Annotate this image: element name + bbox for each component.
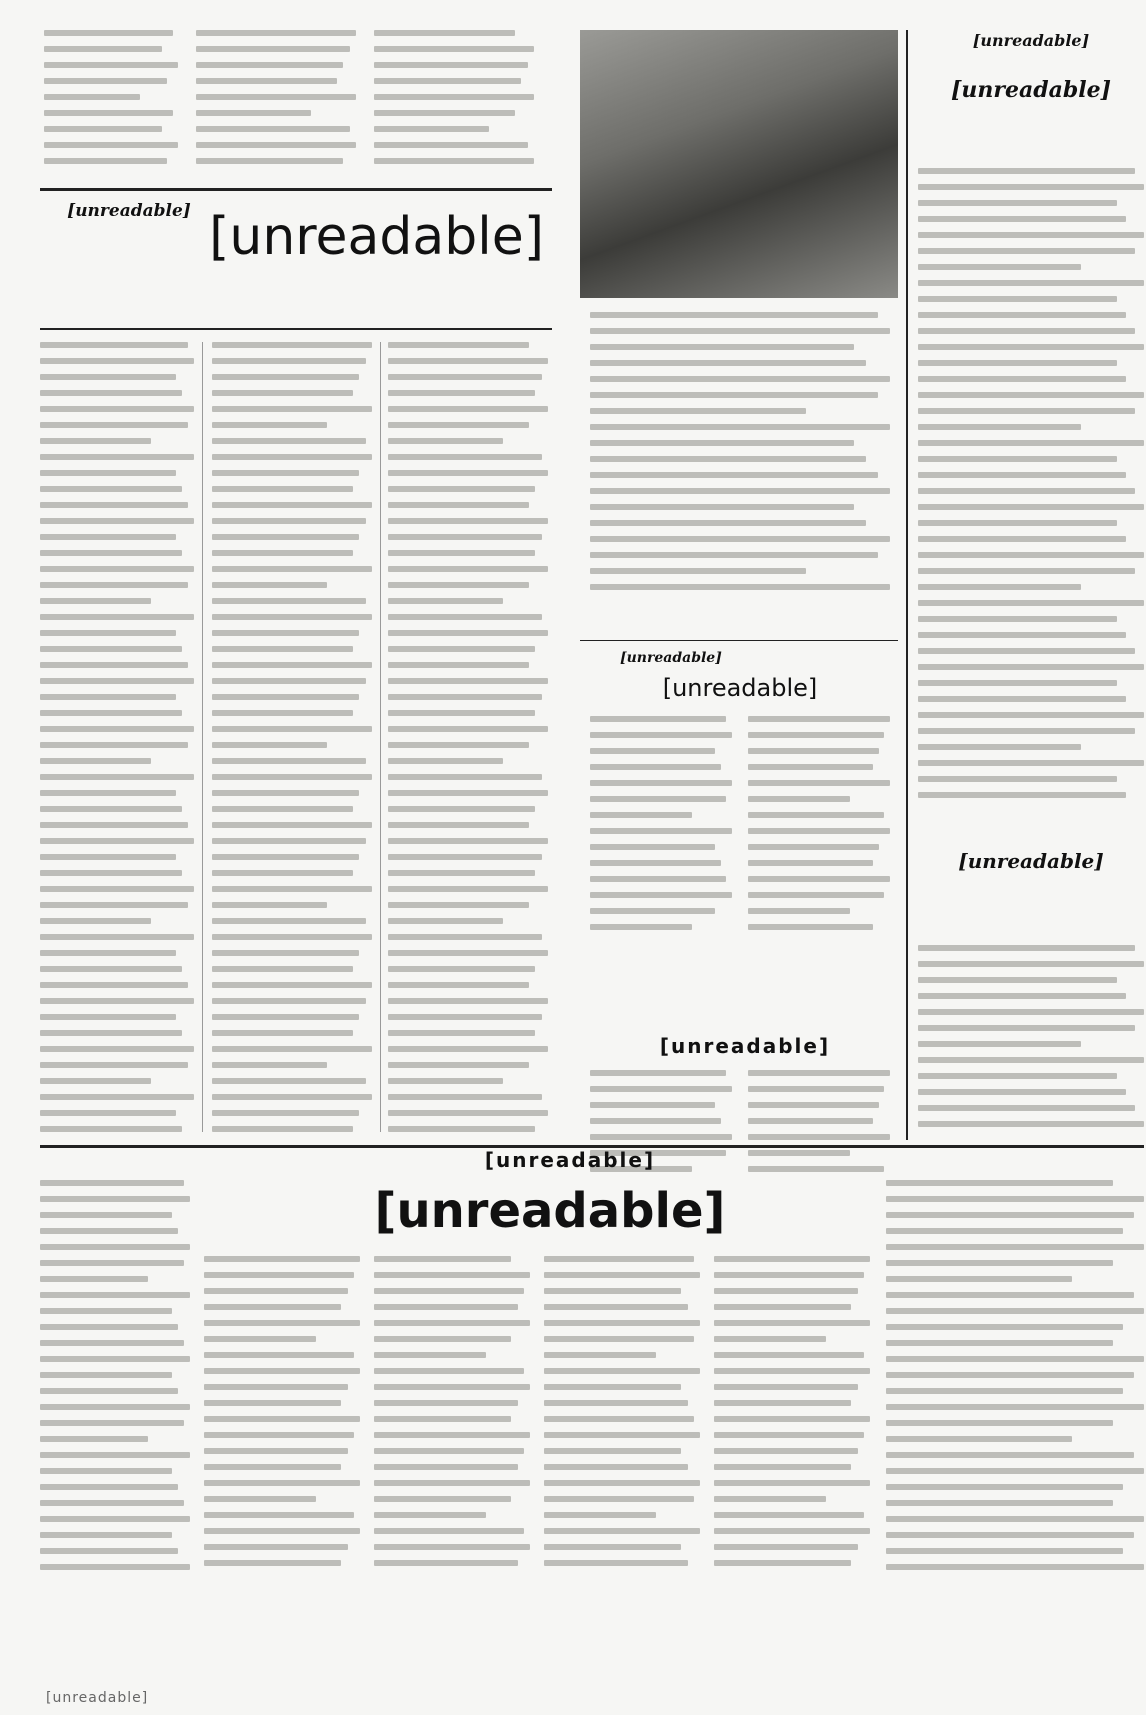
sidebar-text-2 [918, 945, 1144, 1137]
col-divider [380, 342, 381, 1132]
lower-col-1 [40, 1180, 190, 1580]
letters-headline: [unreadable] [662, 674, 818, 702]
article-col-3 [388, 342, 548, 1142]
lower-section-kicker: [unreadable] [484, 1148, 656, 1172]
letters-kicker: [unreadable] [620, 650, 722, 666]
top-text-col-1 [44, 30, 178, 174]
photo-caption [590, 312, 890, 600]
headline-rule [40, 328, 552, 330]
lower-col-3 [374, 1256, 530, 1576]
col-divider [202, 342, 203, 1132]
sidebar-divider [906, 30, 908, 1140]
lower-col-6 [886, 1180, 1144, 1580]
main-headline: [unreadable] [209, 207, 544, 267]
sidebar-headline-2: [unreadable] [958, 849, 1104, 873]
sidebar-section-label: [unreadable] [972, 31, 1090, 50]
article-col-1 [40, 342, 194, 1142]
lower-col-2 [204, 1256, 360, 1576]
letters-col-2 [748, 716, 890, 940]
unreadable-marker: [unreadable] [46, 1690, 149, 1706]
sidebar-text-1 [918, 168, 1144, 808]
top-section-rule [40, 188, 552, 191]
reply-headline: [unreadable] [659, 1034, 831, 1058]
top-text-col-2 [196, 30, 356, 174]
letters-col-1 [590, 716, 732, 940]
photo-section-rule [580, 640, 898, 641]
sidebar-headline-1: [unreadable] [950, 77, 1112, 103]
news-photo [580, 30, 898, 298]
lower-headline: [unreadable] [374, 1183, 726, 1239]
section-kicker: [unreadable] [67, 201, 191, 221]
lower-col-5 [714, 1256, 870, 1576]
article-col-2 [212, 342, 372, 1142]
lower-col-4 [544, 1256, 700, 1576]
top-text-col-3 [374, 30, 534, 174]
